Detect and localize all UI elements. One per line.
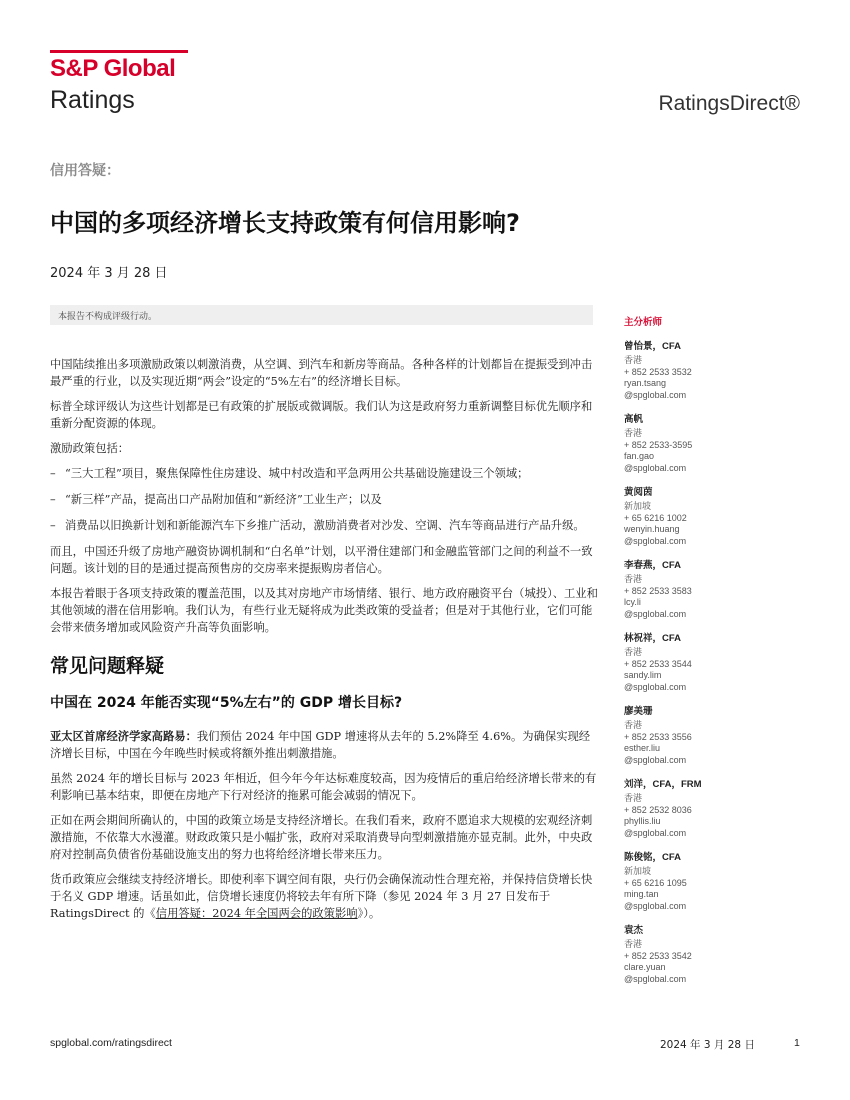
analyst-location: 香港 [624, 574, 643, 584]
analyst-email[interactable]: phyllis.liu [624, 816, 661, 826]
analyst-phone[interactable]: + 852 2533-3595 [624, 439, 693, 450]
paragraph-text: 货币政策应会继续支持经济增长。即使利率下调空间有限，央行仍会确保流动性合理充裕，并保持信贷增长快于名义 GDP 增速。话虽如此，信贷增长速度仍将较去年有所下降（参见 2024 年 3 月 27 日发布于 RatingsDirect 的《 [50, 873, 593, 920]
analyst-name: 高帆 [624, 414, 644, 425]
list-item [50, 517, 600, 534]
body-paragraph: 正如在两会期间所确认的，中国的政策立场是支持经济增长。在我们看来，政府不愿追求大规模的宏观经济刺激措施，不依靠大水漫灌。财政政策只是小幅扩张，政府对采取消费导向型刺激措施亦显克制。此外，中央政府对控制高负债省份基础设施支出的努力也将给经济增长带来压力。 [50, 814, 593, 861]
logo-red-bar [50, 50, 188, 53]
intro-paragraph: 中国陆续推出多项激励政策以刺激消费，从空调、到汽车和新房等商品。各种各样的计划都旨在提振受到冲击最严重的行业，以及实现近期“两会”设定的“5%左右”的经济增长目标。 [50, 358, 593, 388]
analyst-phone[interactable]: + 65 6216 1002 [624, 512, 687, 523]
analyst-email-domain[interactable]: @spglobal.com [624, 827, 687, 838]
analyst-name: 林祝祥，CFA [624, 633, 682, 644]
analyst-name: 黄阅茵 [624, 487, 653, 498]
body-paragraph [50, 871, 600, 922]
footer-date: 2024 年 3 月 28 日 [660, 1039, 755, 1051]
analyst-email[interactable]: lcy.li [624, 597, 641, 607]
analyst-phone[interactable]: + 852 2533 3542 [624, 950, 692, 961]
analyst-sidebar [624, 314, 804, 997]
ratings-logo-text: Ratings [50, 86, 135, 114]
list-item-text: 消费品以旧换新计划和新能源汽车下乡推广活动，激励消费者对沙发、空调、汽车等商品进行产品升级。 [65, 519, 585, 532]
analyst-location: 新加坡 [624, 501, 652, 511]
ratingsdirect-brand: RatingsDirect® [658, 92, 800, 115]
analyst-contact [624, 632, 804, 693]
analyst-email[interactable]: fan.gao [624, 451, 655, 461]
analyst-email[interactable]: wenyin.huang [624, 524, 680, 534]
analyst-email[interactable]: ryan.tsang [624, 378, 667, 388]
sidebar-heading: 主分析师 [624, 317, 663, 328]
footer-url[interactable]: spglobal.com/ratingsdirect [50, 1037, 172, 1049]
analyst-location: 香港 [624, 647, 643, 657]
question-heading: 中国在 2024 年能否实现“5%左右”的 GDP 增长目标? [50, 695, 403, 711]
analyst-email-domain[interactable]: @spglobal.com [624, 608, 687, 619]
article-body [50, 356, 600, 930]
sp-global-logo: S&P Global [50, 55, 176, 82]
list-item [50, 465, 600, 482]
analyst-email-domain[interactable]: @spglobal.com [624, 462, 687, 473]
analyst-email[interactable]: esther.liu [624, 743, 661, 753]
analyst-contact [624, 705, 804, 766]
article-kicker: 信用答疑： [50, 163, 120, 179]
body-paragraph: 本报告着眼于各项支持政策的覆盖范围，以及其对房地产市场情绪、银行、地方政府融资平台（城投）、工业和其他领域的潜在信用影响。我们认为，有些行业无疑将成为此类政策的受益者；但是对于其他行业，它们可能会带来债务增加或风险资产升高等负面影响。 [50, 587, 598, 634]
analyst-email-domain[interactable]: @spglobal.com [624, 681, 687, 692]
analyst-contact [624, 486, 804, 547]
paragraph-end: 》）。 [357, 907, 381, 920]
analyst-location: 香港 [624, 720, 643, 730]
analyst-name: 曾怡景，CFA [624, 341, 682, 352]
analyst-list [624, 340, 804, 985]
analyst-phone[interactable]: + 852 2533 3532 [624, 366, 692, 377]
analyst-location: 香港 [624, 428, 643, 438]
analyst-email[interactable]: ming.tan [624, 889, 659, 899]
list-item-text: “新三样”产品，提高出口产品附加值和“新经济”工业生产；以及 [65, 493, 382, 506]
bullet-dash: – [50, 493, 56, 506]
analyst-location: 香港 [624, 355, 643, 365]
analyst-email-domain[interactable]: @spglobal.com [624, 973, 687, 984]
list-item-text: “三大工程”项目，聚焦保障性住房建设、城中村改造和平急两用公共基础设施建设三个领域； [65, 467, 529, 480]
analyst-name: 廖美珊 [624, 706, 653, 717]
analyst-email[interactable]: sandy.lim [624, 670, 662, 680]
analyst-email-domain[interactable]: @spglobal.com [624, 535, 687, 546]
policy-list [50, 465, 600, 534]
page-number: 1 [794, 1037, 800, 1049]
answer-paragraph [50, 728, 600, 762]
analyst-email[interactable]: clare.yuan [624, 962, 666, 972]
intro-paragraph: 激励政策包括： [50, 442, 130, 455]
list-item [50, 491, 600, 508]
analyst-email-domain[interactable]: @spglobal.com [624, 754, 687, 765]
analyst-contact [624, 924, 804, 985]
bullet-dash: – [50, 519, 56, 532]
analyst-contact [624, 851, 804, 912]
analyst-contact [624, 340, 804, 401]
analyst-phone[interactable]: + 852 2532 8036 [624, 804, 692, 815]
analyst-location: 新加坡 [624, 866, 652, 876]
article-title: 中国的多项经济增长支持政策有何信用影响? [50, 209, 520, 237]
body-paragraph: 而且，中国还升级了房地产融资协调机制和“白名单”计划，以平滑住建部门和金融监管部门之间的利益不一致问题。该计划的目的是通过提高预售房的交房率来提振购房者信心。 [50, 545, 593, 575]
body-paragraph: 虽然 2024 年的增长目标与 2023 年相近，但今年今年达标难度较高，因为疫情后的重启给经济增长带来的有利影响已基本结束，即便在房地产下行对经济的拖累可能会减弱的情况下。 [50, 772, 597, 802]
analyst-email-domain[interactable]: @spglobal.com [624, 900, 687, 911]
analyst-contact [624, 559, 804, 620]
analyst-phone[interactable]: + 852 2533 3583 [624, 585, 692, 596]
analyst-email-domain[interactable]: @spglobal.com [624, 389, 687, 400]
analyst-phone[interactable]: + 852 2533 3544 [624, 658, 692, 669]
bullet-dash: – [50, 467, 56, 480]
article-date: 2024 年 3 月 28 日 [50, 266, 168, 281]
answer-text: 我们预估 2024 年中国 GDP 增速将从去年的 5.2%降至 4.6%。为确保实现经济增长目标，中国在今年晚些时候或将额外推出刺激措施。 [50, 730, 591, 760]
answer-lead: 亚太区首席经济学家高路易： [50, 729, 197, 743]
related-article-link[interactable]: 信用答疑：2024 年全国两会的政策影响 [155, 907, 358, 920]
analyst-name: 袁杰 [624, 925, 644, 936]
analyst-location: 香港 [624, 793, 643, 803]
analyst-contact [624, 778, 804, 839]
analyst-phone[interactable]: + 65 6216 1095 [624, 877, 687, 888]
analyst-location: 香港 [624, 939, 643, 949]
analyst-name: 陈俊铭，CFA [624, 852, 682, 863]
analyst-phone[interactable]: + 852 2533 3556 [624, 731, 692, 742]
section-heading: 常见问题释疑 [50, 655, 165, 677]
analyst-contact [624, 413, 804, 474]
analyst-name: 刘洋，CFA，FRM [624, 779, 702, 790]
analyst-name: 李春燕，CFA [624, 560, 682, 571]
intro-paragraph: 标普全球评级认为这些计划都是已有政策的扩展版或微调版。我们认为这是政府努力重新调整目标优先顺序和重新分配资源的体现。 [50, 400, 593, 430]
disclaimer-text: 本报告不构成评级行动。 [58, 312, 158, 322]
